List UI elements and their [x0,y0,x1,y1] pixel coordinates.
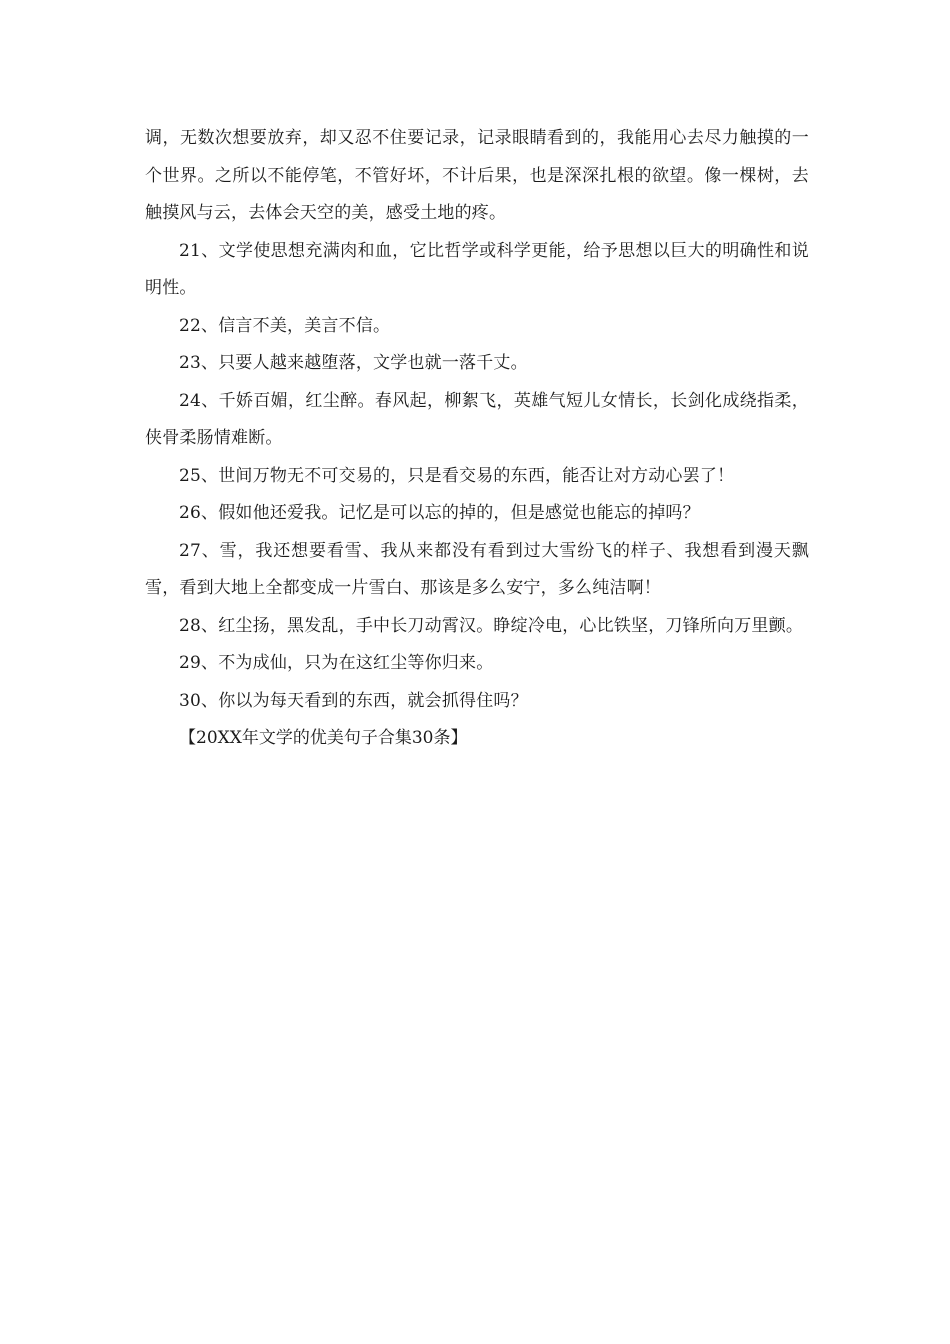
quote-23: 23、只要人越来越堕落，文学也就一落千丈。 [179,353,528,373]
paragraph-continuation: 调，无数次想要放弃，却又忍不住要记录，记录眼睛看到的，我能用心去尽力触摸的一个世界。之所以不能停笔，不管好坏，不计后果，也是深深扎根的欲望。像一棵树，去触摸风与云，去体会天空的美，感受土地的疼。 [145,128,809,223]
quote-30: 30、你以为每天看到的东西，就会抓得住吗？ [179,690,528,711]
quote-26: 26、假如他还爱我。记忆是可以忘的掉的，但是感觉也能忘的掉吗？ [179,503,700,523]
quote-29: 29、不为成仙，只为在这红尘等你归来。 [179,653,494,673]
quote-22: 22、信言不美，美言不信。 [179,315,391,336]
document-footer-title: 【20XX年文学的优美句子合集30条】 [179,728,468,748]
quote-25: 25、世间万物无不可交易的，只是看交易的东西，能否让对方动心罢了！ [179,465,735,486]
quote-27: 27、雪，我还想要看雪、我从来都没有看到过大雪纷飞的样子、我想看到漫天飘雪，看到大地上全都变成一片雪白、那该是多么安宁，多么纯洁啊！ [145,540,809,598]
quote-28: 28、红尘扬，黑发乱，手中长刀动霄汉。睁绽冷电，心比铁坚，刀锋所向万里颤。 [179,615,804,636]
document-page [145,120,809,758]
quote-24: 24、千娇百媚，红尘醉。春风起，柳絮飞，英雄气短儿女情长，长剑化成绕指柔，侠骨柔肠情难断。 [145,390,809,448]
quote-21: 21、文学使思想充满肉和血，它比哲学或科学更能，给予思想以巨大的明确性和说明性。 [145,240,809,298]
